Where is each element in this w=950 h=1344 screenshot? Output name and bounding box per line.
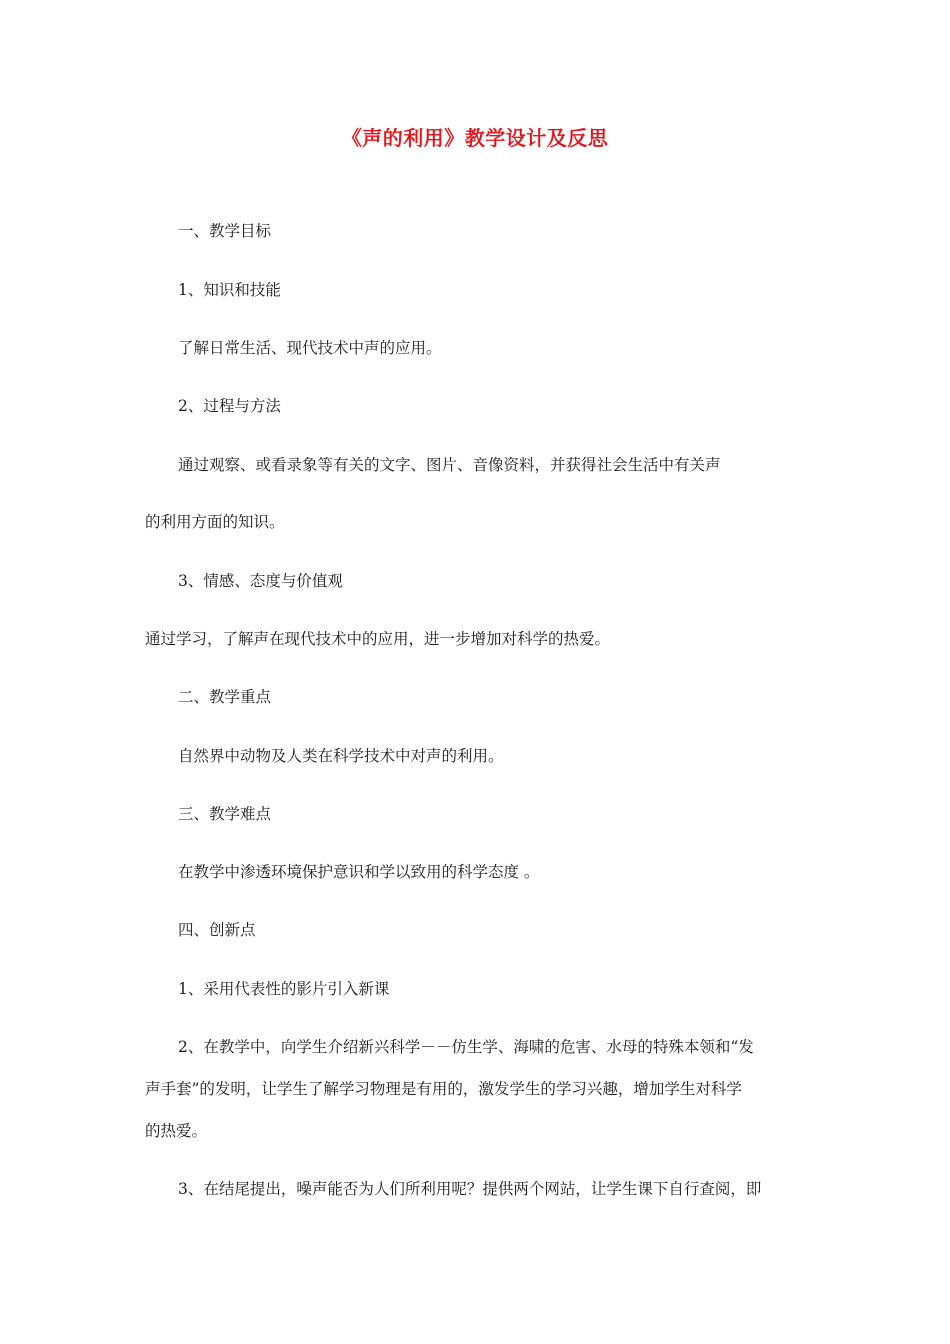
paragraph-line: 自然界中动物及人类在科学技术中对声的利用。 [178, 747, 504, 765]
paragraph-line: 的利用方面的知识。 [145, 513, 285, 531]
section-heading-innovations: 四、创新点 [178, 921, 256, 939]
paragraph-line: 的热爱。 [145, 1122, 208, 1140]
list-item: 1、采用代表性的影片引入新课 [178, 980, 390, 998]
list-item: 2、在教学中，向学生介绍新兴科学－－仿生学、海啸的危害、水母的特殊本领和“发 [178, 1038, 754, 1056]
paragraph-line: 了解日常生活、现代技术中声的应用。 [178, 339, 442, 357]
section-heading-key-points: 二、教学重点 [178, 688, 272, 706]
paragraph-line: 声手套”的发明，让学生了解学习物理是有用的，激发学生的学习兴趣，增加学生对科学 [145, 1080, 742, 1098]
subheading-process-method: 2、过程与方法 [178, 397, 281, 415]
subheading-emotion-values: 3、情感、态度与价值观 [178, 572, 343, 590]
document-title: 《声的利用》教学设计及反思 [341, 126, 609, 150]
list-item: 3、在结尾提出，噪声能否为人们所利用呢？提供两个网站，让学生课下自行查阅，即 [178, 1180, 762, 1198]
subheading-knowledge-skills: 1、知识和技能 [178, 281, 281, 299]
section-heading-difficulties: 三、教学难点 [178, 805, 272, 823]
section-heading-objectives: 一、教学目标 [178, 222, 272, 240]
paragraph-line: 通过学习，了解声在现代技术中的应用，进一步增加对科学的热爱。 [145, 630, 611, 648]
paragraph-line: 通过观察、或看录象等有关的文字、图片、音像资料，并获得社会生活中有关声 [178, 456, 721, 474]
paragraph-line: 在教学中渗透环境保护意识和学以致用的科学态度 。 [178, 863, 540, 881]
